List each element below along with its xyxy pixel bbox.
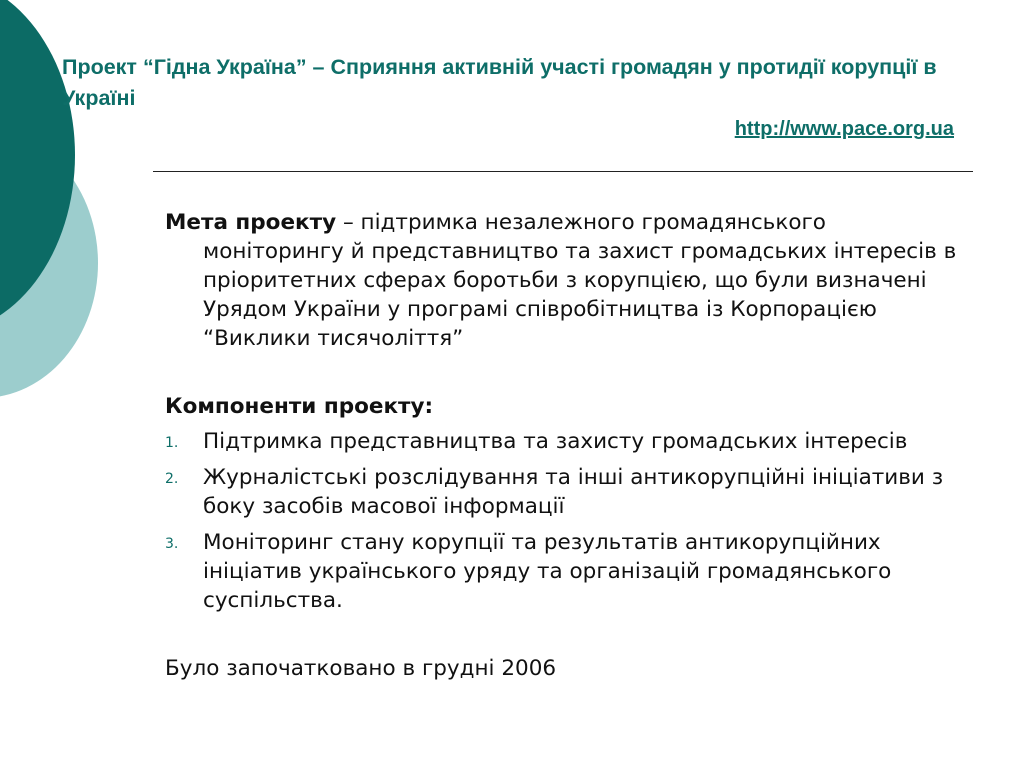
component-item xyxy=(165,427,965,456)
component-text: Журналістські розслідування та інші антикорупційні ініціативи з боку засобів масової інформації xyxy=(203,465,944,519)
project-website-link[interactable]: http://www.pace.org.ua xyxy=(734,118,954,140)
project-goal-paragraph xyxy=(165,208,965,353)
slide-title: Проект “Гідна Україна” – Сприяння активній участі громадян у протидії корупції в Україні xyxy=(62,55,937,110)
component-number: 2. xyxy=(165,471,179,487)
component-text: Підтримка представництва та захисту громадських інтересів xyxy=(203,429,908,454)
project-goal-label: Мета проекту xyxy=(165,210,337,235)
title-divider xyxy=(153,171,973,172)
component-number: 1. xyxy=(165,435,179,451)
start-date-note: Було започатковано в грудні 2006 xyxy=(165,656,557,681)
components-list xyxy=(165,427,965,615)
component-item xyxy=(165,528,965,615)
component-text: Моніторинг стану корупції та результатів антикорупційних ініціатив українського уряду та організацій громадянського суспільства. xyxy=(203,530,892,613)
components-heading: Компоненти проекту: xyxy=(165,394,434,419)
slide-body xyxy=(165,208,965,683)
component-item xyxy=(165,463,965,521)
component-number: 3. xyxy=(165,536,179,552)
project-goal-text: – підтримка незалежного громадянського моніторингу й представництво та захист громадських інтересів в пріоритетних сферах боротьби з корупцією, що були визначені Урядом України у програмі співробітництва із Корпорацією “Виклики тисячоліття” xyxy=(203,210,957,351)
